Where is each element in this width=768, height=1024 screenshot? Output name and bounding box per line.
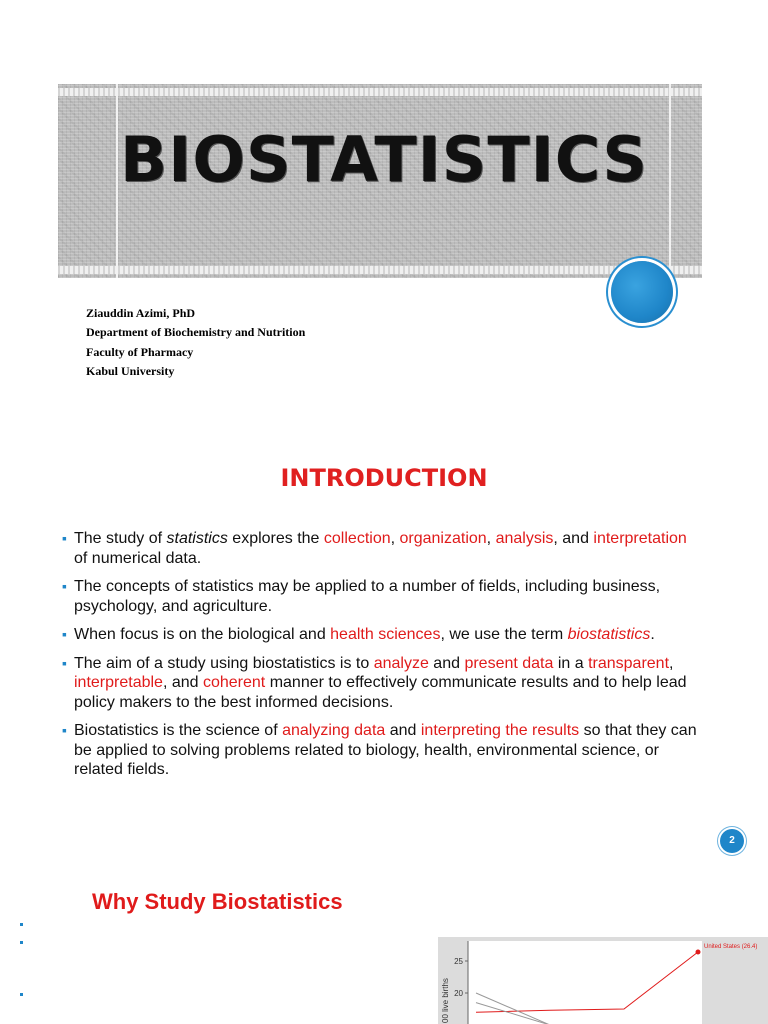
title-banner: [58, 84, 702, 278]
series-line: [476, 993, 550, 1024]
banner-rule: [669, 84, 671, 278]
bullet-icon: [20, 941, 23, 944]
series-line: [476, 1003, 550, 1024]
decorative-circle-icon: [611, 261, 673, 323]
data-label: United States (26.4): [704, 944, 758, 951]
author-department: Department of Biochemistry and Nutrition: [86, 325, 306, 340]
line-chart: [438, 937, 768, 1024]
banner-band-bottom: [58, 266, 702, 274]
list-item: ▪ The concepts of statistics may be applied to a number of fields, including business, psychology, and agriculture.: [62, 578, 661, 615]
bullet-icon: ▪: [62, 578, 67, 594]
author-faculty: Faculty of Pharmacy: [86, 344, 194, 359]
slide-title: BIOSTATISTICS: [120, 123, 649, 196]
page-number-badge: 2: [720, 829, 744, 853]
bullet-icon: [20, 923, 23, 926]
list-item: ▪ The study of statistics explores the collection, organization, analysis, and interpretation of numerical data.: [62, 530, 687, 567]
banner-rule: [116, 84, 118, 278]
list-item: ▪ Biostatistics is the science of analyzing data and interpreting the results so that they can be applied to solving problems related to biology, health, environmental science, or related fields.: [62, 722, 697, 778]
intro-bullet-list: [62, 529, 702, 789]
author-university: Kabul University: [86, 363, 175, 378]
y-tick-label: 20: [454, 989, 463, 998]
bullet-icon: ▪: [62, 530, 67, 546]
intro-heading: INTRODUCTION: [280, 464, 488, 492]
bullet-icon: ▪: [62, 722, 67, 738]
author-block: [86, 304, 305, 381]
data-point: [696, 950, 701, 955]
bullet-icon: ▪: [62, 654, 67, 671]
y-tick-label: 25: [454, 957, 463, 966]
author-name: Ziauddin Azimi, PhD: [86, 306, 196, 320]
series-line: [476, 952, 698, 1012]
bullet-icon: ▪: [62, 626, 67, 642]
bullet-icon: [20, 993, 23, 996]
y-axis-label: 00 live births: [441, 978, 450, 1023]
list-item: ▪ When focus is on the biological and health sciences, we use the term biostatistics.: [62, 626, 655, 643]
why-study-heading: Why Study Biostatistics: [92, 889, 343, 914]
list-item: ▪ The aim of a study using biostatistics is to analyze and present data in a transparent, interpretable, and coherent manner to effectively communicate results and to help lead policy makers to the best informed decisions.: [62, 654, 687, 711]
banner-band-top: [58, 88, 702, 96]
chart-container: [438, 937, 768, 1024]
